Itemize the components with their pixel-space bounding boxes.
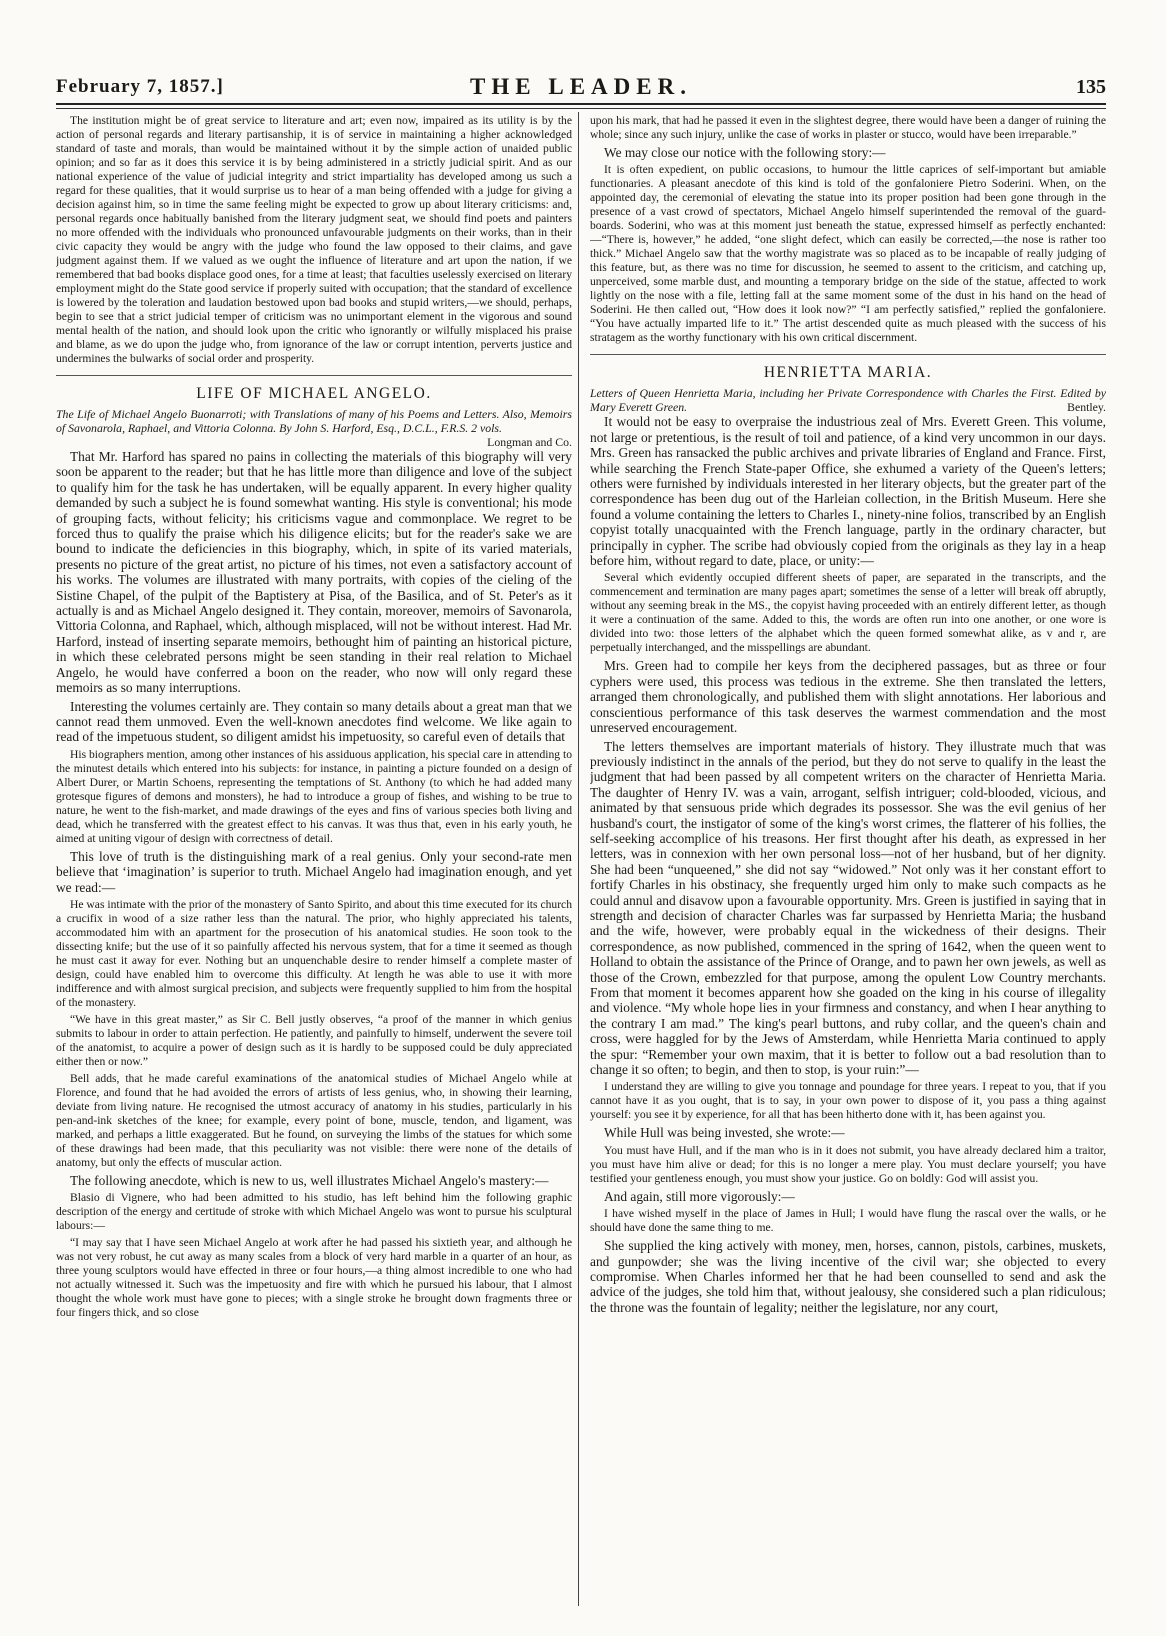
quotation: upon his mark, that had he passed it even in the slightest degree, there would have been a danger of ruining the whole; since any such injury, unlike the case of works in plaster or stucco, would have been irreparable.” — [590, 114, 1106, 141]
quotation: His biographers mention, among other instances of his assiduous application, his special care in attending to the minutest details which entered into his subjects: for instance, in painting a picture founded on a design of Albert Durer, or Martin Schoens, representing the temptations of St. Anthony (to which he had added many grotesque figures of demons and monsters), he had to introduce a group of fishes, and wishing to be true to nature, he went to the fish-market, and made drawings of the eyes and fins of various species both living and dead, which he transferred with the greatest effect to his canvas. It was thus that, even in his early youth, he aimed at uniting vigour of design with correctness of detail. — [56, 747, 572, 845]
section-rule — [56, 375, 572, 376]
body-paragraph: We may close our notice with the following story:— — [604, 145, 886, 160]
quotation: Blasio di Vignere, who had been admitted to his studio, has left behind him the following graphic description of the energy and certitude of stroke with which Michael Angelo was wont to pursue his sculptural labours:— — [56, 1191, 572, 1233]
page-header — [56, 74, 1106, 102]
page-number: 135 — [1076, 76, 1106, 98]
body-paragraph: That Mr. Harford has spared no pains in collecting the materials of this biography will very soon be apparent to the reader; but that he has little more than diligence and love of the subject to qualify him for the task he has undertaken, will be equally apparent. In every higher quality demanded by such a subject he is found somewhat wanting. His style is conventional; his mode of grouping facts, without felicity; his criticisms vague and commonplace. We regret to be forced thus to qualify the praise which his diligence elicits; but for the reader's sake we are bound to indicate the deficiencies in this biography, which, in spite of its varied materials, presents no picture of the great artist, no picture of his times, not even a satisfactory account of his works. The volumes are illustrated with many portraits, with copies of the cieling of the Sistine Chapel, of the pulpit of the Baptistery at Pisa, of the Basilica, and of St. Peter's as it actually is and as Michael Angelo designed it. They contain, moreover, memoirs of Savonarola, Vittoria Colonna, and Raphael, which, although misplaced, will not be without interest. Had Mr. Harford, instead of inserting separate memoirs, bethought him of painting an historical picture, in which these celebrated persons might be seen standing in their real relation to Michael Angelo, he would have conferred a boon on the reader, who now will only regard these memoirs as so many interruptions. — [56, 449, 572, 696]
intro-paragraph: The institution might be of great service to literature and art; even now, impaired as its utility is by the action of personal regards and literary partisanship, it is of service in maintaining a higher acknowledged standard of taste and morals, than would be maintained without it by the simple action of unaided public opinion; and so far as it does this service it is by being administered in a strictly judicial spirit. And as our national experience of the value of judicial integrity and strict impartiality has developed among us such a regard for these qualities, that it would surprise us to hear of a man being offended with a judge for giving a decision against him, so in time the same feeling might be expected to grow up about literary criticisms: and, personal regards once habitually banished from the literary judgment seat, we should find poets and painters no more offended with the individuals who pronounced unfavourable judgments on their works, than in their civic capacity they would be angry with the judge who found the law opposed to their claims, and gave judgment against them. If we valued as we ought the influence of literature and art upon the nation, if we remembered that bad books displace good ones, for a time at least; that faculties uselessly exercised on literary employment might do the State good service if properly suited with occupation; that the standard of excellence is lowered by the toleration and laudation bestowed upon bad books and stupid writers,—we should, perhaps, begin to see that a strict judicial temper of criticism was no unimportant element in the vigorous and sound mental health of the nation, and should look upon the critic who ignorantly or wilfully misplaced his praise and blame, as we do upon the judge who, from ignorance of the law or corrupt intention, perverts justice and undermines the bulwarks of social order and prosperity. — [56, 114, 572, 365]
left-column — [56, 114, 572, 1608]
quotation: “I may say that I have seen Michael Angelo at work after he had passed his sixtieth year, and although he was not very robust, he cut away as many scales from a block of very hard marble in a quarter of an hour, as three young sculptors would have effected in three or four hours,—a thing almost incredible to one who had not actually witnessed it. Such was the impetuosity and fire with which he pursued his labour, that I almost thought the whole work must have gone to pieces; with a single stroke he brought down fragments three or four fingers thick, and so close — [56, 1236, 572, 1320]
body-paragraph: Mrs. Green had to compile her keys from the deciphered passages, but as three or four cyphers were used, this process was tedious in the extreme. She then translated the letters, arranged them chronologically, and published them with slight annotations. Her laborious and conscientious performance of this task deserves the warmest commendation and the most unreserved encouragement. — [590, 658, 1106, 736]
body-paragraph: She supplied the king actively with money, men, horses, cannon, pistols, carbines, muskets, and gunpowder; she was the living incentive of the civil war; she objected to every compromise. When Charles informed her that he had been counselled to send and ask the advice of the judges, she told him that, without jealousy, she considered such a plan ridiculous; the throne was the fountain of legality; neither the legislature, nor any court, — [590, 1238, 1106, 1315]
column-divider — [578, 112, 579, 1606]
masthead-title: THE LEADER. — [470, 74, 692, 99]
article-title-henrietta-maria: HENRIETTA MARIA. — [763, 364, 933, 382]
book-citation: Letters of Queen Henrietta Maria, including her Private Correspondence with Charles the First. Edited by Mary Everett Green. — [590, 386, 1106, 415]
book-citation: The Life of Michael Angelo Buonarroti; with Translations of many of his Poems and Letters. Also, Memoirs of Savonarola, Raphael, and Vittoria Colonna. By John S. Harford, Esq., D.C.L., F.R.S. 2 vols. — [56, 407, 572, 435]
right-column — [590, 114, 1106, 1608]
article-title-michael-angelo: LIFE OF MICHAEL ANGELO. — [196, 385, 432, 402]
body-paragraph: While Hull was being invested, she wrote:— — [604, 1125, 845, 1141]
publisher: Longman and Co. — [487, 435, 572, 449]
body-paragraph: Interesting the volumes certainly are. They contain so many details about a great man that we cannot read them unmoved. Even the well-known anecdotes find welcome. We like again to read of the impetuous student, so diligent amidst his impetuosity, so careful even of details that — [56, 698, 572, 745]
body-paragraph: It would not be easy to overpraise the industrious zeal of Mrs. Everett Green. This volume, not large or pretentious, is the result of toil and patience, of a kind very uncommon in our days. Mrs. Green has ransacked the public archives and private libraries of England and France. First, while searching the French State-paper Office, she exhumed a variety of the Queen's letters; others were furnished by individuals interested in her literary objects, but the greater part of the correspondence has been dug out of the Harleian collection, in the British Museum. Here she found a volume containing the letters to Charles I., ninety-nine folios, transcribed by an English copyist totally unacquainted with the French language, partly in the ordinary character, but principally in cypher. The scribe had obviously copied from the originals as they lay in a heap before him, without regard to date, place, or unity:— — [590, 414, 1106, 569]
body-paragraph: And again, still more vigorously:— — [604, 1188, 795, 1204]
quotation: I have wished myself in the place of James in Hull; I would have flung the rascal over the walls, or he should have done the same thing to me. — [590, 1207, 1106, 1235]
header-rule-thin — [56, 108, 1106, 109]
quotation: Bell adds, that he made careful examinations of the anatomical studies of Michael Angelo while at Florence, and found that he had avoided the errors of artists of less genius, who, in showing their learning, deviate from living nature. He recognised the utmost accuracy of anatomy in his studies, particularly in his pen-and-ink sketches of the knee; for example, every point of bone, muscle, tendon, and ligament, was marked, and perhaps a little exaggerated. But he found, on surveying the limbs of the statues for which some of these drawings had been made, that this peculiarity was not visible: there were none of the details of anatomy, but only the effects of muscular action. — [56, 1071, 572, 1169]
quotation: “We have in this great master,” as Sir C. Bell justly observes, “a proof of the manner in which genius submits to labour in order to attain perfection. He patiently, and painfully to himself, underwent the severe toil of the anatomist, to acquire a power of design such as it is hardly to be supposed could be duly appreciated either then or now.” — [56, 1012, 572, 1068]
body-paragraph: This love of truth is the distinguishing mark of a real genius. Only your second-rate men believe that ‘imagination’ is superior to truth. Michael Angelo had imagination enough, and yet we read:— — [56, 848, 572, 895]
quotation: Several which evidently occupied different sheets of paper, are separated in the transcripts, and the commencement and termination are many pages apart; sometimes the sense of a letter will break off abruptly, without any seeming break in the MS., the copyist having proceeded with an entirely different letter, as though it were a continuation of the same. Added to this, the words are often run into one another, or one wore is divided into two: those letters of the alphabet which the queen formed somewhat alike, as v and r, are perpetually interchanged, and the misspellings are abundant. — [590, 571, 1106, 655]
publisher: Bentley. — [1067, 400, 1106, 415]
header-date: February 7, 1857.] — [56, 76, 224, 97]
quotation: It is often expedient, on public occasions, to humour the little caprices of self-important but amiable functionaries. A pleasant anecdote of this kind is told of the gonfaloniere Pietro Soderini. When, on the appointed day, the ceremonial of elevating the statue into its proper position had been gone through in the presence of a vast crowd of spectators, Michael Angelo himself superintended the removal of the guard-boards. Soderini, who was at this moment just beneath the statue, expressed himself as perfectly enchanted:—“There is, however,” he added, “one slight defect, which can easily be corrected,—the nose is rather too thick.” Michael Angelo saw that the worthy magistrate was so placed as to be incapable of really judging of this feature, but, as there was no time for discussion, he seemed to assent to the criticism, and catching up, unperceived, some marble dust, and mounting a temporary bridge on the side of the statue, affected to work lightly on the nose with a file, letting fall at the same moment some of the dust in his hand on the head of Soderini. He then called out, “How does it look now?” “I am perfectly satisfied,” replied the gonfaloniere. “You have actually imparted life to it.” The artist descended quite as much pleased with the success of his stratagem as the worthy functionary with his own critical discernment. — [590, 163, 1106, 345]
body-paragraph: The letters themselves are important materials of history. They illustrate much that was previously indistinct in the annals of the period, but they do not serve to qualify in the least the judgment that had been passed by all competent writers on the character of Henrietta Maria. The daughter of Henry IV. was a vain, arrogant, selfish intriguer; cold-blooded, vicious, and animated by that sensuous pride which degrades its possessor. She was the evil genius of her husband's court, the instigator of some of the king's worst crimes, the flatterer of his follies, the self-seeking accomplice of his treasons. Her first thought after his death, as expressed in her letters, was in connexion with her own personal loss—not of her husband, but of her dignity. She had been “unqueened,” she did not say “widowed.” Not only was it her constant effort to fortify Charles in his obstinacy, she frequently urged him only to make such compacts as he could annul and disavow upon a favourable opportunity. Mrs. Green is justified in saying that in strength and decision of character Charles was far surpassed by Henrietta Maria; the husband and the wife, however, were probably equal in the wickedness of their designs. Their correspondence, as now published, commenced in the spring of 1642, when the queen went to Holland to obtain the assistance of the Prince of Orange, and to pawn her own jewels, as well as those of the Crown, embezzled for that purpose, among the opulent Low Country merchants. From that moment it becomes apparent how she goaded on the king in his course of illegality and violence. “My whole hope lies in your firmness and constancy, and when I hear anything to the contrary I am mad.” The king's pearl buttons, and ruby collar, and the queen's chain and cross, were haggled for by the Jews of Amsterdam, while Henrietta Maria continued to apply the spur: “Remember your own maxim, that it is better to follow out a bad resolution than to change it so often; to begin, and then to stop, is your ruin:”— — [590, 738, 1106, 1078]
section-rule — [590, 354, 1106, 355]
quotation: You must have Hull, and if the man who is in it does not submit, you have already declared him a traitor, you must have him alive or dead; for this is no longer a mere play. You must declare yourself; you have testified your gentleness enough, you must show your justice. Go on boldly: God will assist you. — [590, 1143, 1106, 1185]
article-subtitle-michael-angelo — [56, 407, 572, 449]
header-rule — [56, 103, 1106, 105]
quotation: He was intimate with the prior of the monastery of Santo Spirito, and about this time executed for its church a crucifix in wood of a size rather less than the natural. The prior, who highly appreciated his talents, accommodated him with an apartment for the prosecution of his anatomical studies. He soon took to the dissecting knife; but the use of it so painfully affected his nervous system, that for a time it seemed as though he must cast it away for ever. Nothing but an unquenchable desire to render himself a complete master of design, could have enabled him to overcome this difficulty. At length he was able to use it with more indifference and with almost surgical precision, and subjects were frequently supplied to him from the hospital of the monastery. — [56, 897, 572, 1009]
quotation: I understand they are willing to give you tonnage and poundage for three years. I repeat to you, that if you cannot have it as you ought, that is to say, in your own power to dispose of it, you pass a thing against yourself: you see it by experience, for all that has been hitherto done with it, has been against you. — [590, 1080, 1106, 1122]
body-paragraph: The following anecdote, which is new to us, well illustrates Michael Angelo's mastery:— — [70, 1172, 549, 1188]
article-subtitle-henrietta-maria — [590, 386, 1106, 414]
